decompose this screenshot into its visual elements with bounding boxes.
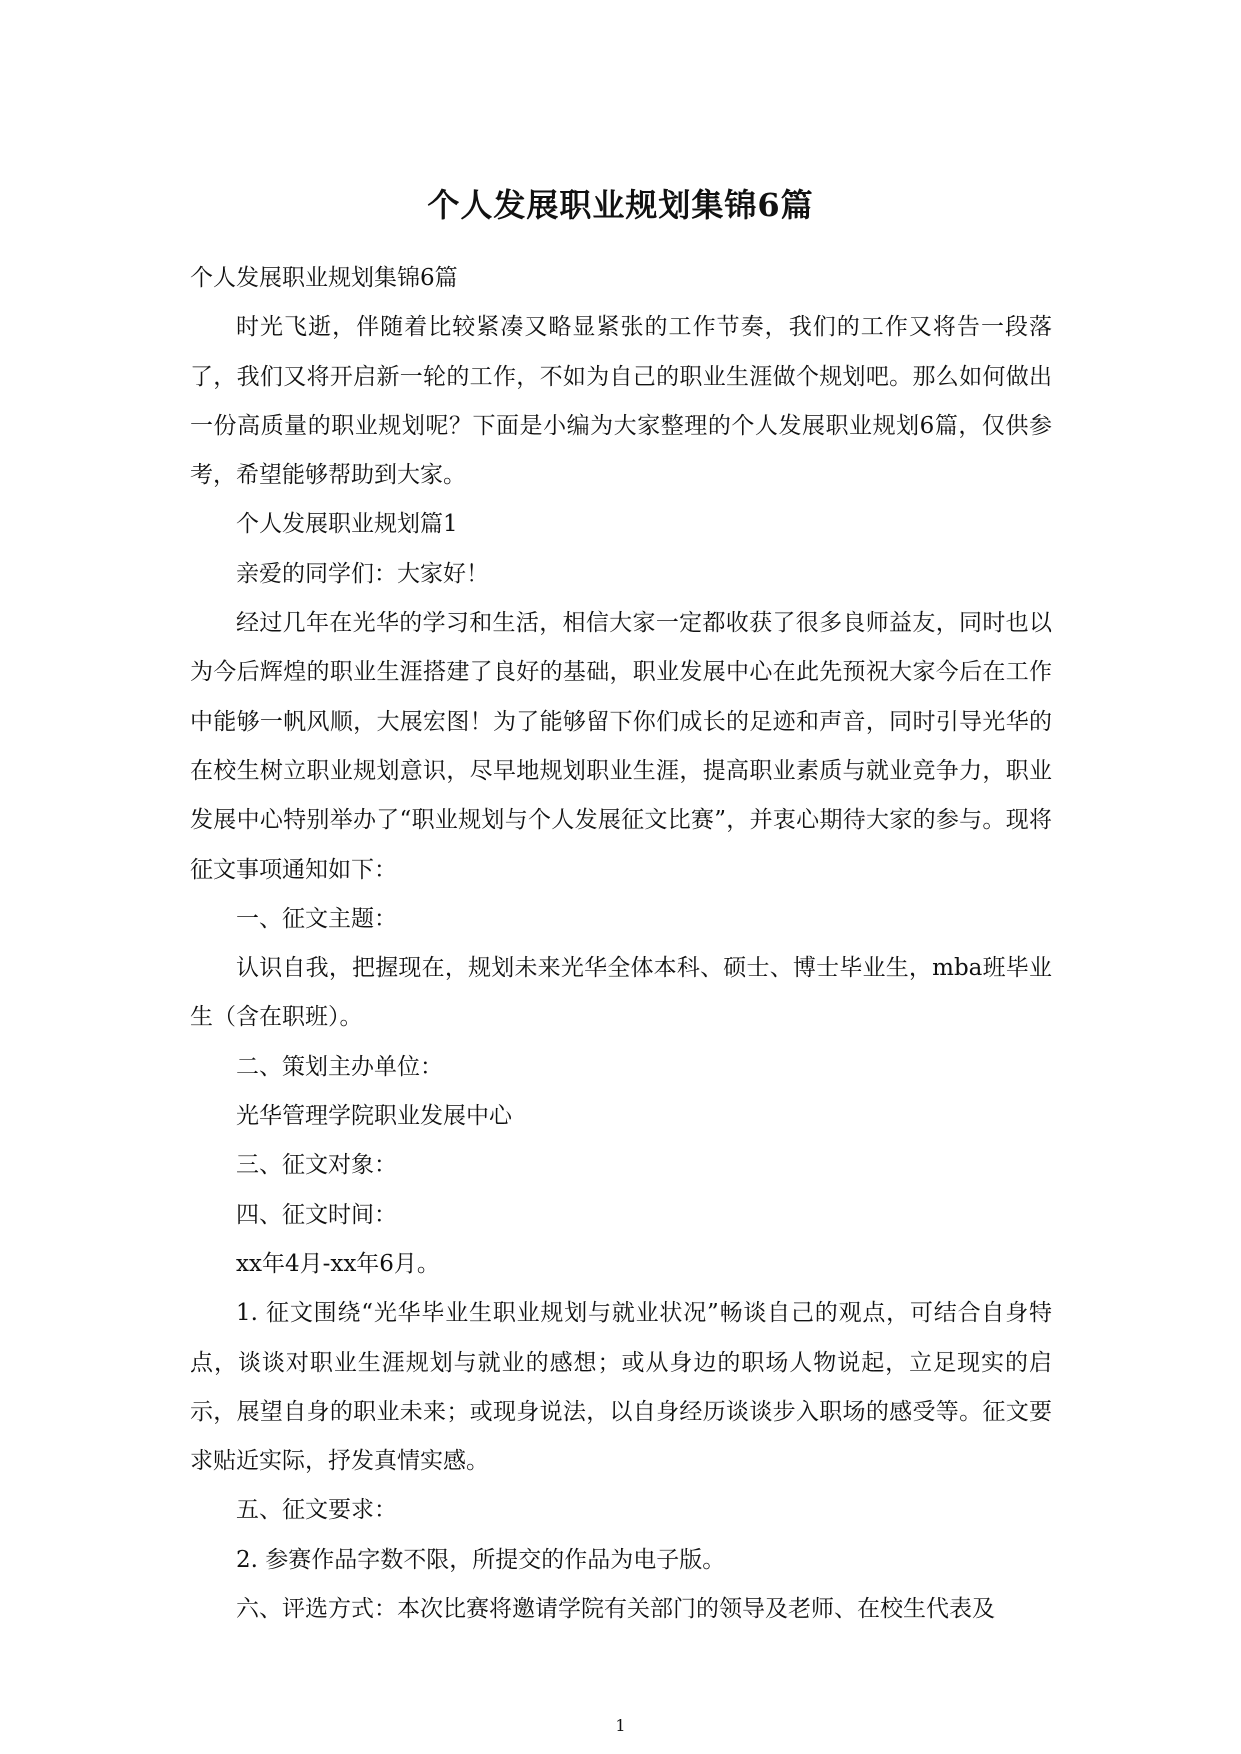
paragraph: 认识自我，把握现在，规划未来光华全体本科、硕士、博士毕业生，mba班毕业生（含在职班）。 xyxy=(190,955,1052,1031)
paragraph: 1. 征文围绕“光华毕业生职业规划与就业状况”畅谈自己的观点，可结合自身特点，谈谈对职业生涯规划与就业的感想；或从身边的职场人物说起，立足现实的启示，展望自身的职业未来；或现身说法，以自身经历谈谈步入职场的感受等。征文要求贴近实际，抒发真情实感。 xyxy=(190,1300,1052,1475)
paragraph: 亲爱的同学们：大家好！ xyxy=(236,560,489,587)
paragraph: 光华管理学院职业发展中心 xyxy=(236,1103,512,1130)
paragraph: 经过几年在光华的学习和生活，相信大家一定都收获了很多良师益友，同时也以为今后辉煌的职业生涯搭建了良好的基础，职业发展中心在此先预祝大家今后在工作中能够一帆风顺，大展宏图！为了能够留下你们成长的足迹和声音，同时引导光华的在校生树立职业规划意识，尽早地规划职业生涯，提高职业素质与就业竞争力，职业发展中心特别举办了“职业规划与个人发展征文比赛”，并衷心期待大家的参与。现将征文事项通知如下： xyxy=(190,610,1052,883)
paragraph: 二、策划主办单位： xyxy=(236,1053,443,1080)
paragraph: 一、征文主题： xyxy=(236,905,397,932)
paragraph: 个人发展职业规划集锦6篇 xyxy=(190,265,458,291)
paragraph: 个人发展职业规划篇1 xyxy=(236,511,458,538)
paragraph: 三、征文对象： xyxy=(236,1152,397,1179)
paragraph: 五、征文要求： xyxy=(236,1497,397,1524)
paragraph: xx年4月-xx年6月。 xyxy=(236,1250,440,1277)
paragraph: 时光飞逝，伴随着比较紧凑又略显紧张的工作节奏，我们的工作又将告一段落了，我们又将开启新一轮的工作，不如为自己的职业生涯做个规划吧。那么如何做出一份高质量的职业规划呢？下面是小编为大家整理的个人发展职业规划6篇，仅供参考，希望能够帮助到大家。 xyxy=(190,314,1052,489)
page-number: 1 xyxy=(615,1716,626,1735)
paragraph: 六、评选方式：本次比赛将邀请学院有关部门的领导及老师、在校生代表及 xyxy=(236,1596,995,1623)
paragraph: 四、征文时间： xyxy=(236,1201,397,1228)
document-body xyxy=(190,254,1052,1634)
document-title: 个人发展职业规划集锦6篇 xyxy=(427,186,814,224)
paragraph: 2. 参赛作品字数不限，所提交的作品为电子版。 xyxy=(236,1546,726,1573)
